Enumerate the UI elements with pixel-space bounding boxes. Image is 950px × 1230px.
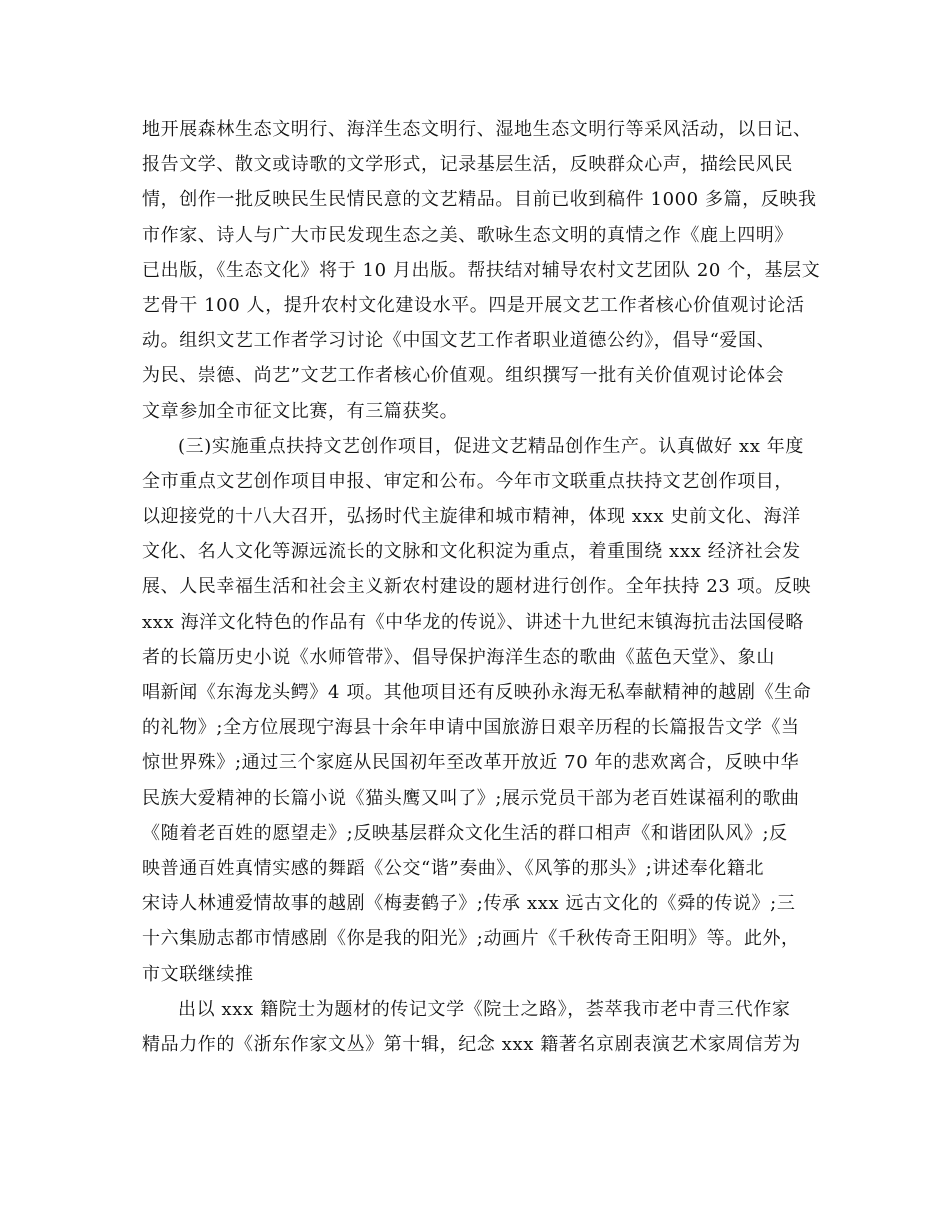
text-line: 报告文学、散文或诗歌的文学形式，记录基层生活，反映群众心声，描绘民风民 [142, 154, 793, 176]
text-line: 情，创作一批反映民生民情民意的文艺精品。目前已收到稿件 1000 多篇，反映我 [142, 189, 817, 211]
text-line: 为民、崇德、尚艺”文艺工作者核心价值观。组织撰写一批有关价值观讨论体会 [142, 365, 785, 387]
text-line: 动。组织文艺工作者学习讨论《中国文艺工作者职业道德公约》，倡导“爱国、 [142, 330, 776, 352]
document-body [142, 112, 821, 1062]
text-line: 市文联继续推 [142, 963, 254, 985]
text-line: 惊世界殊》;通过三个家庭从民国初年至改革开放近 70 年的悲欢离合，反映中华 [142, 752, 800, 774]
text-line: xxx 海洋文化特色的作品有《中华龙的传说》、讲述十九世纪末镇海抗击法国侵略 [142, 611, 804, 633]
text-line: 宋诗人林逋爱情故事的越剧《梅妻鹤子》;传承 xxx 远古文化的《舜的传说》;三 [142, 893, 796, 915]
text-line: 映普通百姓真情实感的舞蹈《公交“谐”奏曲》、《风筝的那头》;讲述奉化籍北 [142, 857, 765, 879]
text-line: 十六集励志都市情感剧《你是我的阳光》;动画片《千秋传奇王阳明》等。此外， [142, 928, 800, 950]
text-line: 全市重点文艺创作项目申报、审定和公布。今年市文联重点扶持文艺创作项目， [142, 470, 793, 492]
text-line: 的礼物》;全方位展现宁海县十余年申请中国旅游日艰辛历程的长篇报告文学《当 [142, 717, 800, 739]
text-line: 市作家、诗人与广大市民发现生态之美、歌咏生态文明的真情之作《鹿上四明》 [142, 224, 793, 246]
text-line: 《随着老百姓的愿望走》;反映基层群众文化生活的群口相声《和谐团队风》;反 [142, 822, 788, 844]
text-line: 展、人民幸福生活和社会主义新农村建设的题材进行创作。全年扶持 23 项。反映 [142, 576, 812, 598]
text-line: (三)实施重点扶持文艺创作项目，促进文艺精品创作生产。认真做好 xx 年度 [178, 435, 804, 457]
text-line: 精品力作的《浙东作家文丛》第十辑，纪念 xxx 籍著名京剧表演艺术家周信芳为 [142, 1033, 801, 1055]
text-line: 文化、名人文化等源远流长的文脉和文化积淀为重点，着重围绕 xxx 经济社会发 [142, 541, 801, 563]
text-line: 民族大爱精神的长篇小说《猫头鹰又叫了》;展示党员干部为老百姓谋福利的歌曲 [142, 787, 800, 809]
text-line: 以迎接党的十八大召开，弘扬时代主旋律和城市精神，体现 xxx 史前文化、海洋 [142, 506, 801, 528]
text-line: 文章参加全市征文比赛，有三篇获奖。 [142, 400, 459, 422]
text-line: 者的长篇历史小说《水师管带》、倡导保护海洋生态的歌曲《蓝色天堂》、象山 [142, 646, 775, 668]
text-line: 唱新闻《东海龙头鳄》4 项。其他项目还有反映孙永海无私奉献精神的越剧《生命 [142, 682, 812, 703]
text-line: 艺骨干 100 人，提升农村文化建设水平。四是开展文艺工作者核心价值观讨论活 [142, 294, 805, 316]
text-line: 地开展森林生态文明行、海洋生态文明行、湿地生态文明行等采风活动，以日记、 [142, 119, 812, 140]
text-line: 出以 xxx 籍院士为题材的传记文学《院士之路》，荟萃我市老中青三代作家 [178, 998, 791, 1020]
text-line: 已出版，《生态文化》将于 10 月出版。帮扶结对辅导农村文艺团队 20 个，基层文 [142, 259, 821, 281]
